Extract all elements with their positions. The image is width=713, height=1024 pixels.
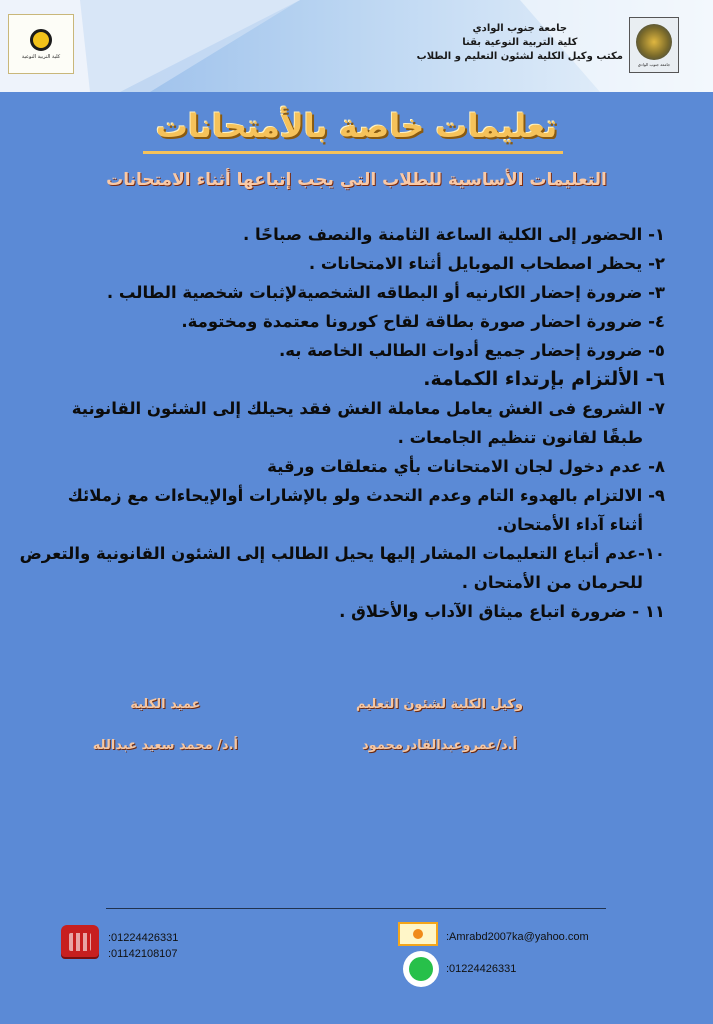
continuation-text: للحرمان من الأمتحان . [461, 573, 643, 592]
telephone-icon [61, 925, 99, 957]
header-banner [0, 0, 713, 92]
list-item: ٦- الألتزام بإرتداء الكمامة. [423, 368, 665, 390]
list-item: ١١ - ضرورة اتباع ميثاق الآداب والأخلاق . [339, 602, 665, 621]
list-item: ٤- ضرورة احضار صورة بطاقة لقاح كورونا معتمدة ومختومة. [181, 312, 665, 331]
vice-dean-name: أ.د/عمروعبدالقادرمحمود [362, 738, 517, 753]
vice-dean-role: وكيل الكلية لشئون التعليم [356, 697, 523, 712]
list-item: ١- الحضور إلى الكلية الساعة الثامنة والنصف صباحًا . [242, 225, 665, 244]
faculty-logo-icon: كلية التربية النوعية [8, 14, 74, 74]
page-subtitle: التعليمات الأساسية للطلاب التي يجب إتباعها أثناء الامتحانات [106, 170, 607, 190]
list-item-continuation [25, 423, 665, 452]
footer-divider [106, 908, 606, 909]
header-text [417, 22, 623, 64]
whatsapp-number[interactable]: :01224426331 [446, 963, 517, 975]
list-item: ٩- الالتزام بالهدوء التام وعدم التحدث ولو بالإشارات أوالإيحاءات مع زملائك [67, 486, 665, 505]
dean-role: عميد الكلية [130, 697, 201, 712]
mail-icon [398, 922, 438, 946]
list-item: ١٠-عدم أتباع التعليمات المشار إليها يحيل الطالب إلى الشئون القانونية والتعرض [19, 544, 665, 563]
instructions-list [19, 220, 665, 626]
list-item: ٥- ضرورة إحضار جميع أدوات الطالب الخاصة به. [278, 341, 665, 360]
vice-dean-signature [356, 697, 523, 753]
office-name: مكتب وكيل الكلية لشئون التعليم و الطلاب [416, 51, 623, 62]
dean-name: أ.د/ محمد سعيد عبدالله [92, 738, 238, 753]
faculty-name: كلية التربية النوعية بقنا [462, 37, 578, 48]
list-item: ٢- يحظر اصطحاب الموبايل أثناء الامتحانات . [308, 254, 665, 273]
continuation-text: طبقًا لقانون تنظيم الجامعات . [397, 428, 643, 447]
list-item-continuation [25, 568, 665, 597]
page-title: تعليمات خاصة بالأمتحانات [155, 107, 558, 145]
dean-signature [93, 697, 238, 753]
list-item-continuation [25, 510, 665, 539]
whatsapp-icon [403, 951, 439, 987]
phone-number-1: :01224426331 [108, 932, 179, 944]
university-name: جامعة جنوب الوادي [472, 23, 568, 34]
continuation-text: أثناء آداء الأمتحان. [496, 515, 643, 534]
list-item: ٨- عدم دخول لجان الامتحانات بأي متعلقات ورقية [267, 457, 665, 476]
university-seal-icon: جامعة جنوب الوادي [629, 17, 679, 73]
list-item: ٣- ضرورة إحضار الكارنيه أو البطاقه الشخصيةلإثبات شخصية الطالب . [106, 283, 665, 302]
phone-number-2: :01142108107 [108, 948, 178, 960]
title-underline [143, 151, 563, 154]
email-link[interactable]: :Amrabd2007ka@yahoo.com [446, 931, 589, 943]
list-item: ٧- الشروع فى الغش يعامل معاملة الغش فقد يحيلك إلى الشئون القانونية [71, 399, 665, 418]
